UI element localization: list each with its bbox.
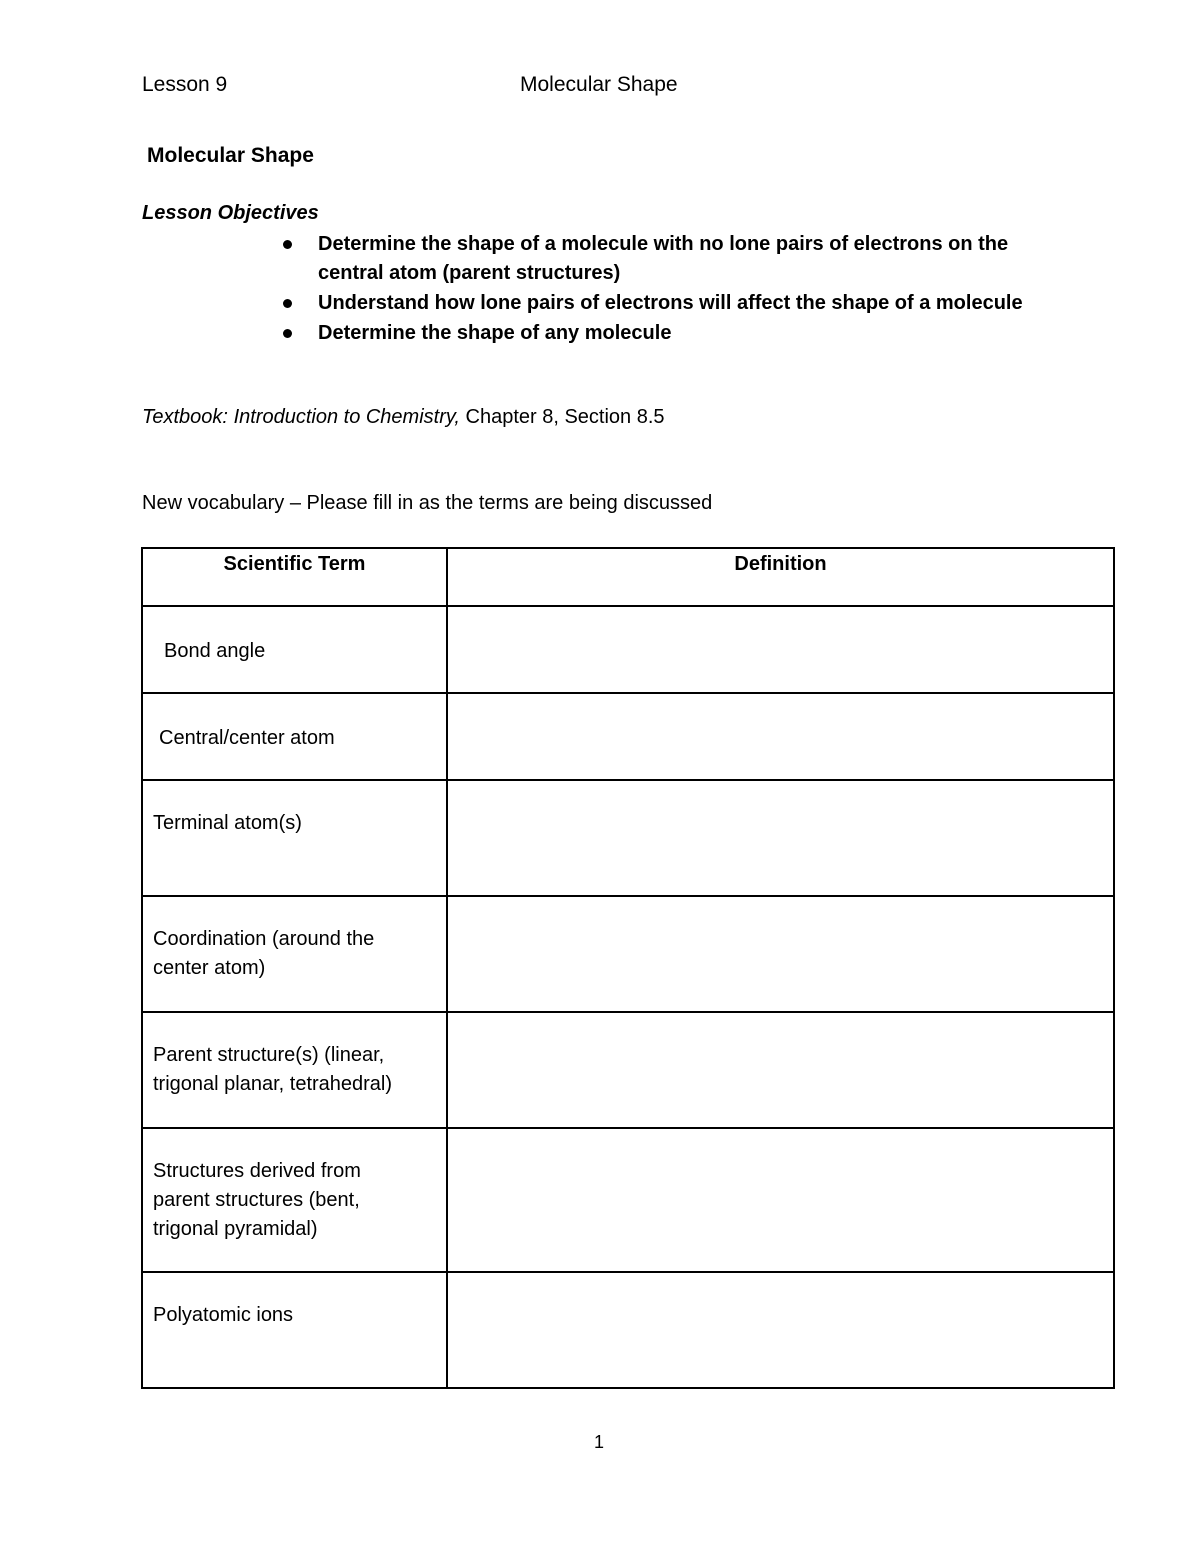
table-row bbox=[142, 896, 1114, 1012]
column-header-definition: Definition bbox=[447, 548, 1114, 606]
term-label: Coordination (around the center atom) bbox=[153, 928, 375, 979]
column-header-term: Scientific Term bbox=[142, 548, 447, 606]
term-label: Polyatomic ions bbox=[153, 1304, 294, 1326]
term-label: Central/center atom bbox=[159, 727, 335, 749]
objective-item: Understand how lone pairs of electrons will affect the shape of a molecule bbox=[318, 289, 1078, 318]
definition-cell[interactable] bbox=[447, 1128, 1114, 1272]
objective-item: Determine the shape of a molecule with no lone pairs of electrons on the central atom (parent structures) bbox=[318, 230, 1078, 288]
objectives-heading: Lesson Objectives bbox=[142, 202, 319, 224]
objectives-list bbox=[318, 230, 1078, 349]
header-topic: Molecular Shape bbox=[520, 73, 678, 96]
term-cell bbox=[142, 606, 447, 693]
document-title: Molecular Shape bbox=[147, 144, 314, 167]
header-lesson-number: Lesson 9 bbox=[142, 73, 228, 96]
term-cell bbox=[142, 693, 447, 780]
definition-cell[interactable] bbox=[447, 896, 1114, 1012]
textbook-chapter: Chapter 8, Section 8.5 bbox=[465, 406, 665, 428]
term-label: Structures derived from parent structures (bent, trigonal pyramidal) bbox=[153, 1160, 361, 1240]
table-header-row bbox=[142, 548, 1114, 606]
term-label: Bond angle bbox=[164, 640, 266, 662]
definition-cell[interactable] bbox=[447, 780, 1114, 896]
textbook-reference bbox=[142, 406, 665, 429]
table-row bbox=[142, 1128, 1114, 1272]
term-cell bbox=[142, 1012, 447, 1128]
table-row bbox=[142, 606, 1114, 693]
term-label: Parent structure(s) (linear, trigonal planar, tetrahedral) bbox=[153, 1044, 393, 1095]
term-cell bbox=[142, 1128, 447, 1272]
page-number: 1 bbox=[594, 1432, 605, 1452]
term-label: Terminal atom(s) bbox=[153, 812, 302, 834]
term-cell bbox=[142, 896, 447, 1012]
table-row bbox=[142, 1012, 1114, 1128]
term-cell bbox=[142, 1272, 447, 1388]
term-cell bbox=[142, 780, 447, 896]
table-row bbox=[142, 693, 1114, 780]
table-row bbox=[142, 780, 1114, 896]
table-row bbox=[142, 1272, 1114, 1388]
definition-cell[interactable] bbox=[447, 1272, 1114, 1388]
vocabulary-table bbox=[141, 547, 1115, 1389]
definition-cell[interactable] bbox=[447, 606, 1114, 693]
definition-cell[interactable] bbox=[447, 693, 1114, 780]
textbook-label: Textbook: bbox=[142, 406, 228, 428]
vocabulary-instructions: New vocabulary – Please fill in as the terms are being discussed bbox=[142, 492, 713, 514]
objective-item: Determine the shape of any molecule bbox=[318, 319, 1078, 348]
textbook-title: Introduction to Chemistry, bbox=[233, 406, 460, 428]
definition-cell[interactable] bbox=[447, 1012, 1114, 1128]
